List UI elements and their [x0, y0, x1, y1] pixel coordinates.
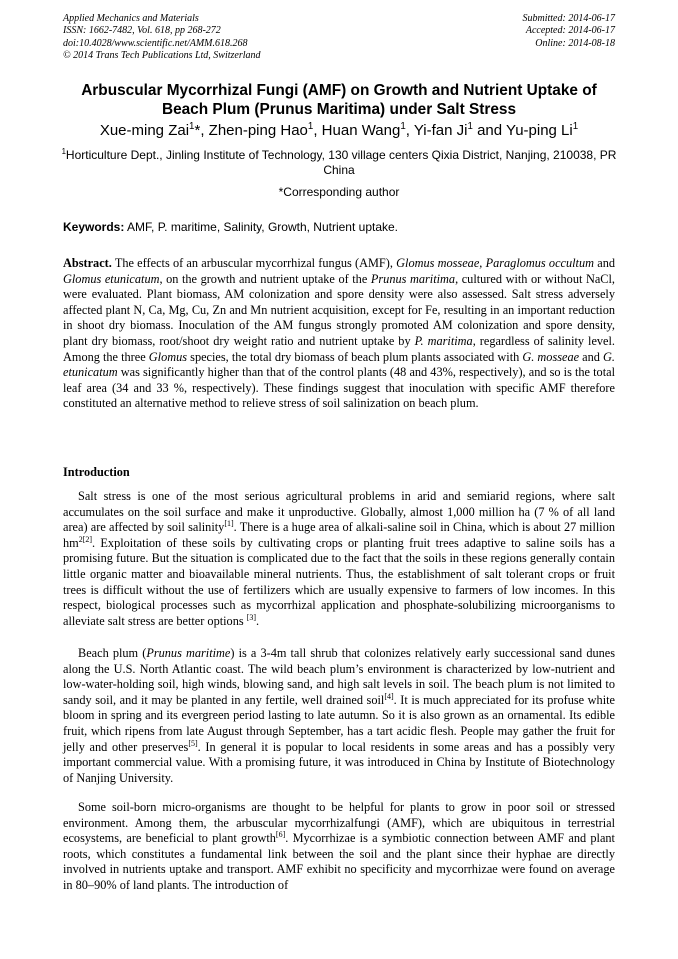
author-affil-mark: 1: [189, 121, 195, 132]
publication-dates: [523, 13, 616, 50]
intro-paragraph-2: [63, 646, 615, 786]
abstract-text: species, the total dry biomass of beach plum plants associated with: [187, 349, 523, 364]
species-name: P. maritima: [414, 333, 473, 348]
journal-info: [63, 13, 261, 63]
paragraph-text: . Mycorrhizae is a symbiotic connection between AMF and plant roots, which constitutes a fundamental link between the soil and the plant since their hyphae are directly involved in nutrients uptake and transport. AMF exhibit no specificity and mycorrhizae were found on average in 80–90% of land plants. The introduction of: [63, 831, 615, 892]
citation-ref: [5]: [188, 738, 198, 748]
author-separator: ,: [313, 122, 322, 139]
species-name: G. etunicatum: [63, 349, 615, 380]
keywords: [63, 220, 615, 235]
paragraph-text: . Exploitation of these soils by cultivating crops or planting fruit trees adaptive to saline soils has a promising future. But the situation is complicated due to the fact that the soils in these regions generally contain little organic matter and bioavailable mineral nutrients. Thus, the establishment of salt tolerant crops or fruit trees is difficult without the use of fertilizers which are usually expensive to farmers of low incomes. In this respect, biological processes such as mycorrhizal application and phosphate-solubilizing microorganisms to alleviate salt stress are better options: [63, 535, 615, 628]
paragraph-text: .: [256, 613, 260, 628]
author-name: Yi-fan Ji: [413, 122, 468, 139]
corresponding-author-note: *Corresponding author: [278, 185, 400, 199]
author-separator: and: [472, 122, 507, 139]
corresponding-mark: *: [194, 122, 201, 139]
abstract-text: , regardless of salinity level. Among the three: [63, 333, 616, 364]
citation-ref: [3]: [246, 612, 257, 622]
author-affil-mark: 1: [572, 121, 579, 132]
paragraph-text: . There is a huge area of alkali-saline soil in China, which is about 27 million hm: [63, 520, 615, 550]
keywords-label: Keywords:: [63, 220, 125, 234]
journal-issn: ISSN: 1662-7482, Vol. 618, pp 268-272: [63, 25, 221, 37]
species-name: G. mosseae: [522, 349, 580, 364]
paragraph-text: Beach plum (: [78, 646, 147, 660]
abstract-label: Abstract.: [63, 256, 112, 270]
abstract-text: and: [594, 256, 615, 270]
journal-doi: doi:10.4028/www.scientific.net/AMM.618.268: [63, 37, 248, 49]
paper-title: [40, 81, 638, 119]
species-name: Prunus maritime: [146, 646, 231, 660]
intro-paragraph-3: [63, 800, 615, 894]
journal-copyright: © 2014 Trans Tech Publications Ltd, Switzerland: [63, 50, 261, 62]
citation-ref: [6]: [275, 830, 286, 840]
author-name: Yu-ping Li: [506, 122, 573, 139]
intro-paragraph-1: [63, 489, 615, 629]
author-name: Huan Wang: [321, 122, 401, 139]
citation-ref: 2[2]: [78, 534, 93, 544]
paragraph-text: . In general it is popular to local residents in some areas and has a possibly very important commercial value. With a promising future, it was introduced in China by Institute of Biotechnology of Nanjing University.: [63, 739, 616, 785]
abstract-text: , cultured with or without NaCl, were evaluated. Plant biomass, AM colonization and spore density were also assessed. Salt stress adversely affected plant N, Ca, Mg, Cu, Zn and Mn nutrient acquisition, except for Fe, resulting in an important reduction in shoot dry biomass. Inoculation of the AM fungus strongly promoted AM colonization and spore density, plant dry biomass, root/shoot dry weight ratio and nutrient uptake by: [63, 271, 615, 348]
abstract-text: The effects of an arbuscular mycorrhizal fungus (AMF),: [111, 256, 397, 270]
author-affil-mark: 1: [467, 121, 473, 132]
online-date: Online: 2014-08-18: [535, 37, 615, 49]
species-name: Glomus etunicatum: [63, 271, 160, 286]
abstract: [63, 256, 615, 412]
author-name: Xue-ming Zai: [99, 122, 190, 139]
accepted-date: Accepted: 2014-06-17: [525, 25, 615, 37]
abstract-text: was significantly higher than that of the control plants (48 and 43%, respectively), and so is the total leaf area (34 and 33 %, respectively). These findings suggest that inoculation with specific AMF therefore constituted an alternative method to relieve stress of soil salinization on beach plum.: [63, 365, 615, 411]
species-name: Glomus: [148, 349, 188, 364]
author-separator: ,: [405, 122, 414, 139]
author-list: [40, 122, 638, 140]
author-separator: ,: [200, 122, 209, 139]
affiliation-text: Horticulture Dept., Jinling Institute of Technology, 130 village centers Qixia District, Nanjing, 210038, PR China: [65, 148, 617, 177]
paragraph-text: ) is a 3-4m tall shrub that colonizes relatively early successional sand dunes along the U.S. North Atlantic coast. The wild beach plum’s environment is characterized by low-nutrient and low-water-holding soil, high winds, blowing sand, and high salt levels in soil. The beach plum is not limited to sandy soil, and it may be planted in any fertile, well drained soil: [63, 646, 616, 707]
submitted-date: Submitted: 2014-06-17: [522, 13, 615, 24]
abstract-text: , on the growth and nutrient uptake of the: [159, 271, 371, 286]
species-name: Glomus mosseae, Paraglomus occultum: [396, 256, 595, 270]
abstract-text: and: [579, 349, 604, 364]
paper-title-line-1: Arbuscular Mycorrhizal Fungi (AMF) on Growth and Nutrient Uptake of: [81, 82, 597, 99]
journal-name: Applied Mechanics and Materials: [63, 13, 199, 24]
keywords-text: AMF, P. maritime, Salinity, Growth, Nutrient uptake.: [124, 220, 399, 234]
affiliation-mark: 1: [61, 147, 66, 156]
paper-title-line-2: Beach Plum (Prunus Maritima) under Salt Stress: [161, 101, 517, 118]
author-affil-mark: 1: [307, 121, 314, 132]
citation-ref: [4]: [384, 691, 394, 701]
section-heading-introduction: Introduction: [63, 465, 130, 479]
paragraph-text: Salt stress is one of the most serious agricultural problems in arid and semiarid regions, where salt accumulates on the soil surface and make it unproductive. Globally, almost 1,000 million ha (7 % of all land area) are affected by soil salinity: [63, 489, 615, 535]
affiliation: [60, 148, 618, 178]
paragraph-text: . It is much appreciated for its profuse white bloom in spring and its evergreen period lasting to late autumn. So it is also grown as an ornamental. Its edible fruit, which ripens from late August through September, has a tart acidic flesh. People may gather the fruit for jelly and other preserves: [63, 692, 615, 754]
citation-ref: [1]: [224, 519, 234, 529]
author-name: Zhen-ping Hao: [208, 122, 308, 139]
paragraph-text: Some soil-born micro-organisms are thought to be helpful for plants to grow in poor soil or stressed environment. Among them, the arbuscular mycorrhizalfungi (AMF), which are ubiquitous in terrestrial ecosystems, are beneficial to plant growth: [63, 800, 615, 846]
author-affil-mark: 1: [400, 121, 406, 132]
species-name: Prunus maritima: [370, 271, 456, 286]
